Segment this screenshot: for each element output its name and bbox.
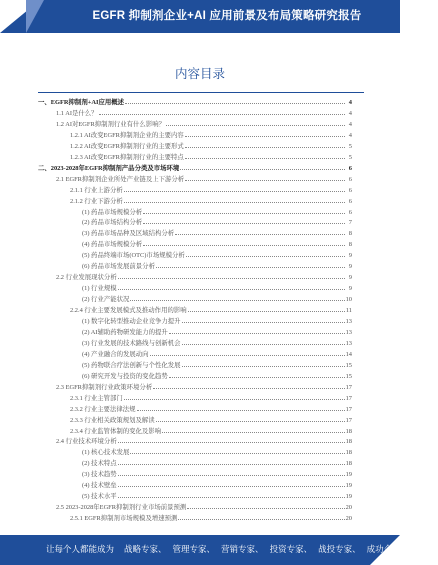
toc-entry-label: (6) 研究开发与投资的变化趋势 (82, 372, 168, 380)
toc-entry-page: 8 (348, 230, 352, 238)
toc-leader-dots (143, 244, 345, 246)
toc-leader-dots (162, 431, 345, 433)
toc-leader-dots (118, 288, 345, 290)
toc-leader-dots (124, 398, 345, 400)
toc-entry-label: 2.3.2 行业主要法律法规 (70, 405, 136, 413)
toc-entry-label: 2.3.4 行业监管体制的变化及影响 (70, 427, 162, 435)
toc-entry-label: (6) 药品市场发展前景分析 (82, 263, 155, 271)
toc-leader-dots (175, 233, 345, 235)
toc-leader-dots (118, 463, 345, 465)
toc-entry[interactable] (82, 468, 352, 478)
toc-entry-page: 18 (345, 438, 352, 446)
toc-entry-page: 20 (345, 504, 352, 512)
toc-entry-label: 2.5.1 EGFR抑制剂市场规模及增速预测 (70, 515, 178, 523)
toc-entry-page: 8 (348, 241, 352, 249)
toc-entry-label: (1) 数字化转型推动企业竞争力提升 (82, 318, 181, 325)
toc-entry-page: 20 (345, 515, 352, 523)
footer-slogan-item: 战投专家、 (318, 545, 361, 555)
toc-entry-page: 6 (348, 175, 352, 183)
toc-entry[interactable] (70, 392, 352, 402)
toc-entry-label: 2.1 EGFR抑制剂企业所处产业链及上下游分析 (56, 175, 185, 183)
toc-entry-label: (1) 行业规模 (82, 285, 117, 293)
toc-entry[interactable] (70, 403, 352, 413)
toc-heading: 内容目录 (174, 66, 225, 81)
toc-leader-dots (185, 135, 345, 137)
toc-leader-dots (137, 409, 345, 411)
footer-slogan-item: 管理专家、 (172, 545, 216, 555)
toc-entry-label: 一、EGFR抑制剂+AI应用概述 (38, 99, 125, 106)
toc-entry-page: 18 (345, 449, 352, 457)
toc-entry-page: 6 (348, 164, 352, 172)
toc-entry-label: (2) 行业产能状况 (82, 296, 130, 304)
toc-leader-dots (124, 190, 345, 192)
toc-entry-label: (3) 药品市场品种及区域结构分析 (82, 230, 175, 238)
footer-slogan-item: 成功企业家 (366, 545, 410, 555)
toc-leader-dots (169, 332, 345, 334)
toc-entry-label: (3) 技术趋势 (82, 471, 117, 479)
footer-slogan-item: 投资专家、 (269, 545, 313, 555)
toc-entry[interactable] (82, 238, 352, 248)
toc-leader-dots (118, 441, 345, 443)
toc-entry-page: 9 (348, 274, 352, 282)
toc-entry[interactable] (56, 435, 352, 445)
toc-entry-page: 11 (345, 307, 352, 315)
toc-leader-dots (185, 157, 345, 159)
toc-entry-label: 2.2 行业发展现状分析 (56, 274, 117, 282)
toc-entry-page: 5 (348, 142, 352, 150)
toc-entry-label: (3) 行业发展的技术路线与创新机会 (82, 339, 181, 347)
toc-entry-label: (1) 药品市场规模分析 (82, 208, 143, 216)
toc-entry-label: 二、2023-2028年EGFR抑制剂产品分类及市场环境 (38, 164, 180, 172)
toc-entry[interactable] (82, 457, 352, 467)
toc-entry-page: 9 (348, 285, 352, 293)
toc-entry[interactable] (82, 359, 352, 369)
toc-entry[interactable] (82, 348, 352, 358)
toc-entry-page: 4 (348, 131, 352, 139)
toc-entry-page: 9 (348, 252, 352, 260)
toc-entry[interactable] (82, 216, 352, 226)
toc-entry-label: 2.3.3 行业相关政策规划及解读 (70, 416, 155, 424)
toc-entry[interactable] (56, 173, 352, 183)
toc-entry-label: 2.4 行业技术环境分析 (56, 438, 117, 446)
toc-entry[interactable] (70, 425, 352, 435)
toc-entry[interactable] (70, 304, 352, 314)
toc-entry-label: 2.1.2 行业下游分析 (70, 197, 123, 205)
toc-entry-page: 4 (348, 120, 352, 128)
toc-leader-dots (130, 452, 344, 454)
toc-entry-label: (2) AI辅助药物研发能力的提升 (82, 328, 168, 336)
toc-entry-label: 1.2.1 AI改变EGFR抑制剂企业的主要内容 (70, 131, 184, 139)
toc-entry-label: 2.1.1 行业上游分析 (70, 186, 123, 194)
toc-leader-dots (186, 255, 345, 257)
toc-entry[interactable] (70, 129, 352, 139)
footer-slogan-lead: 让每个人都能成为 (46, 545, 115, 555)
toc-entry-page: 19 (345, 471, 352, 479)
toc-entry-page: 13 (345, 339, 352, 347)
toc-entry-page: 15 (345, 372, 352, 380)
toc-entry[interactable] (56, 107, 352, 117)
toc-leader-dots (166, 124, 345, 126)
toc-entry-label: (5) 技术水平 (82, 493, 117, 501)
header-stripe-decoration (26, 0, 44, 33)
toc-entry-label: (4) 产业融合的发展动向 (82, 350, 149, 358)
toc-leader-dots (153, 387, 344, 389)
toc-entry[interactable] (56, 118, 352, 128)
toc-entry-label: 1.1 AI是什么？ (56, 109, 98, 117)
toc-entry[interactable] (82, 337, 352, 347)
toc-entry-page: 13 (345, 318, 352, 325)
toc-leader-dots (185, 179, 345, 181)
toc-entry-page: 13 (345, 328, 352, 336)
toc-leader-dots (118, 474, 345, 476)
toc-leader-dots (178, 518, 344, 520)
toc-leader-dots (125, 102, 345, 104)
toc-entry[interactable] (82, 227, 352, 237)
toc-leader-dots (118, 485, 345, 487)
toc-entry[interactable] (70, 140, 352, 150)
toc-entry-page: 19 (345, 482, 352, 490)
toc-entry-label: 2.3 EGFR抑制剂行业政策环境分析 (56, 383, 153, 391)
toc-entry[interactable] (56, 501, 352, 511)
toc-entry-label: (2) 药品市场结构分析 (82, 219, 143, 227)
toc-entry[interactable] (82, 490, 352, 500)
toc-entry[interactable] (82, 206, 352, 216)
toc-entry-page: 9 (348, 263, 352, 271)
toc-entry-label: (4) 药品市场规模分析 (82, 241, 143, 249)
toc-entry-label: 1.2.3 AI改变EGFR抑制剂行业的主要特点 (70, 153, 184, 161)
toc-leader-dots (156, 420, 345, 422)
toc-leader-dots (156, 266, 345, 268)
toc-entry-page: 17 (345, 416, 352, 424)
toc-entry-label: 1.2 AI对EGFR抑制剂行业有什么影响？ (56, 120, 165, 128)
toc-entry-label: (1) 核心技术发展 (82, 449, 130, 457)
toc-entry-label: 2.2.4 行业主要发展模式及推动作用的影响 (70, 307, 187, 315)
toc-entry-label: (4) 技术壁垒 (82, 482, 117, 490)
toc-entry-page: 5 (348, 153, 352, 161)
toc-leader-dots (185, 146, 345, 148)
toc-entry-label: 2.3.1 行业主管部门 (70, 394, 123, 402)
toc-entry[interactable] (38, 162, 352, 172)
toc-entry-page: 15 (345, 361, 352, 369)
toc-leader-dots (143, 212, 345, 214)
toc-leader-dots (169, 376, 345, 378)
toc-entry-page: 4 (348, 109, 352, 117)
footer-slogan-item: …… (415, 545, 433, 555)
footer-slogan-item: 战略专家、 (124, 545, 167, 555)
report-footer (0, 535, 433, 565)
toc-entry-label: (5) 药品终端市场(OTC)市场规模分析 (82, 252, 185, 260)
toc-leader-dots (180, 168, 345, 170)
toc-entry[interactable] (56, 381, 352, 391)
toc-entry-page: 18 (345, 427, 352, 435)
toc-entry-label: (2) 技术特点 (82, 460, 117, 468)
toc-entry[interactable] (70, 184, 352, 194)
toc-leader-dots (130, 299, 344, 301)
toc-entry[interactable] (82, 446, 352, 456)
toc-entry-page: 10 (345, 296, 352, 304)
toc-entry[interactable] (82, 260, 352, 270)
toc-entry-page: 17 (345, 405, 352, 413)
toc-entry-page: 6 (348, 197, 352, 205)
toc-leader-dots (182, 321, 345, 323)
toc-divider (38, 92, 364, 93)
toc-leader-dots (182, 365, 345, 367)
toc-entry-page: 18 (345, 460, 352, 468)
toc-entry-page: 17 (345, 383, 352, 391)
toc-entry[interactable] (82, 326, 352, 336)
toc-entry[interactable] (82, 249, 352, 259)
toc-entry[interactable] (82, 479, 352, 489)
toc-entry-page: 6 (348, 186, 352, 194)
toc-leader-dots (187, 507, 344, 509)
toc-entry[interactable] (38, 96, 352, 106)
toc-entry[interactable] (70, 414, 352, 424)
toc-leader-dots (143, 222, 345, 224)
toc-entry-page: 6 (348, 208, 352, 216)
toc-entry-page: 14 (345, 350, 352, 358)
toc-leader-dots (99, 113, 345, 115)
toc-entry-label: 1.2.2 AI改变EGFR抑制剂行业的主要形式 (70, 142, 184, 150)
toc-entry[interactable] (82, 370, 352, 380)
toc-entry-page: 4 (348, 99, 352, 106)
toc-leader-dots (188, 310, 345, 312)
toc-entry[interactable] (70, 195, 352, 205)
toc-entry[interactable] (82, 293, 352, 303)
toc-entry[interactable] (82, 282, 352, 292)
toc-leader-dots (182, 343, 345, 345)
toc-leader-dots (150, 354, 345, 356)
toc-leader-dots (118, 496, 345, 498)
toc-entry-page: 7 (348, 219, 352, 227)
toc-leader-dots (118, 277, 345, 279)
report-title: EGFR 抑制剂企业+AI 应用前景及布局策略研究报告 (92, 10, 362, 22)
footer-corner-decoration (370, 535, 400, 565)
report-header (0, 0, 400, 33)
toc-entry-label: (5) 药物联合疗法创新与个性化发展 (82, 361, 181, 369)
toc-entry[interactable] (70, 151, 352, 161)
toc-entry-label: 2.5 2023-2028年EGFR抑制剂行业市场前景预测 (56, 504, 187, 512)
toc-entry-page: 19 (345, 493, 352, 501)
toc-entry[interactable] (56, 271, 352, 281)
toc-leader-dots (124, 201, 345, 203)
toc-entry-page: 17 (345, 394, 352, 402)
toc-entry[interactable] (82, 315, 352, 325)
footer-slogan-item: 营销专家、 (221, 545, 264, 555)
toc-entry[interactable] (70, 512, 352, 522)
